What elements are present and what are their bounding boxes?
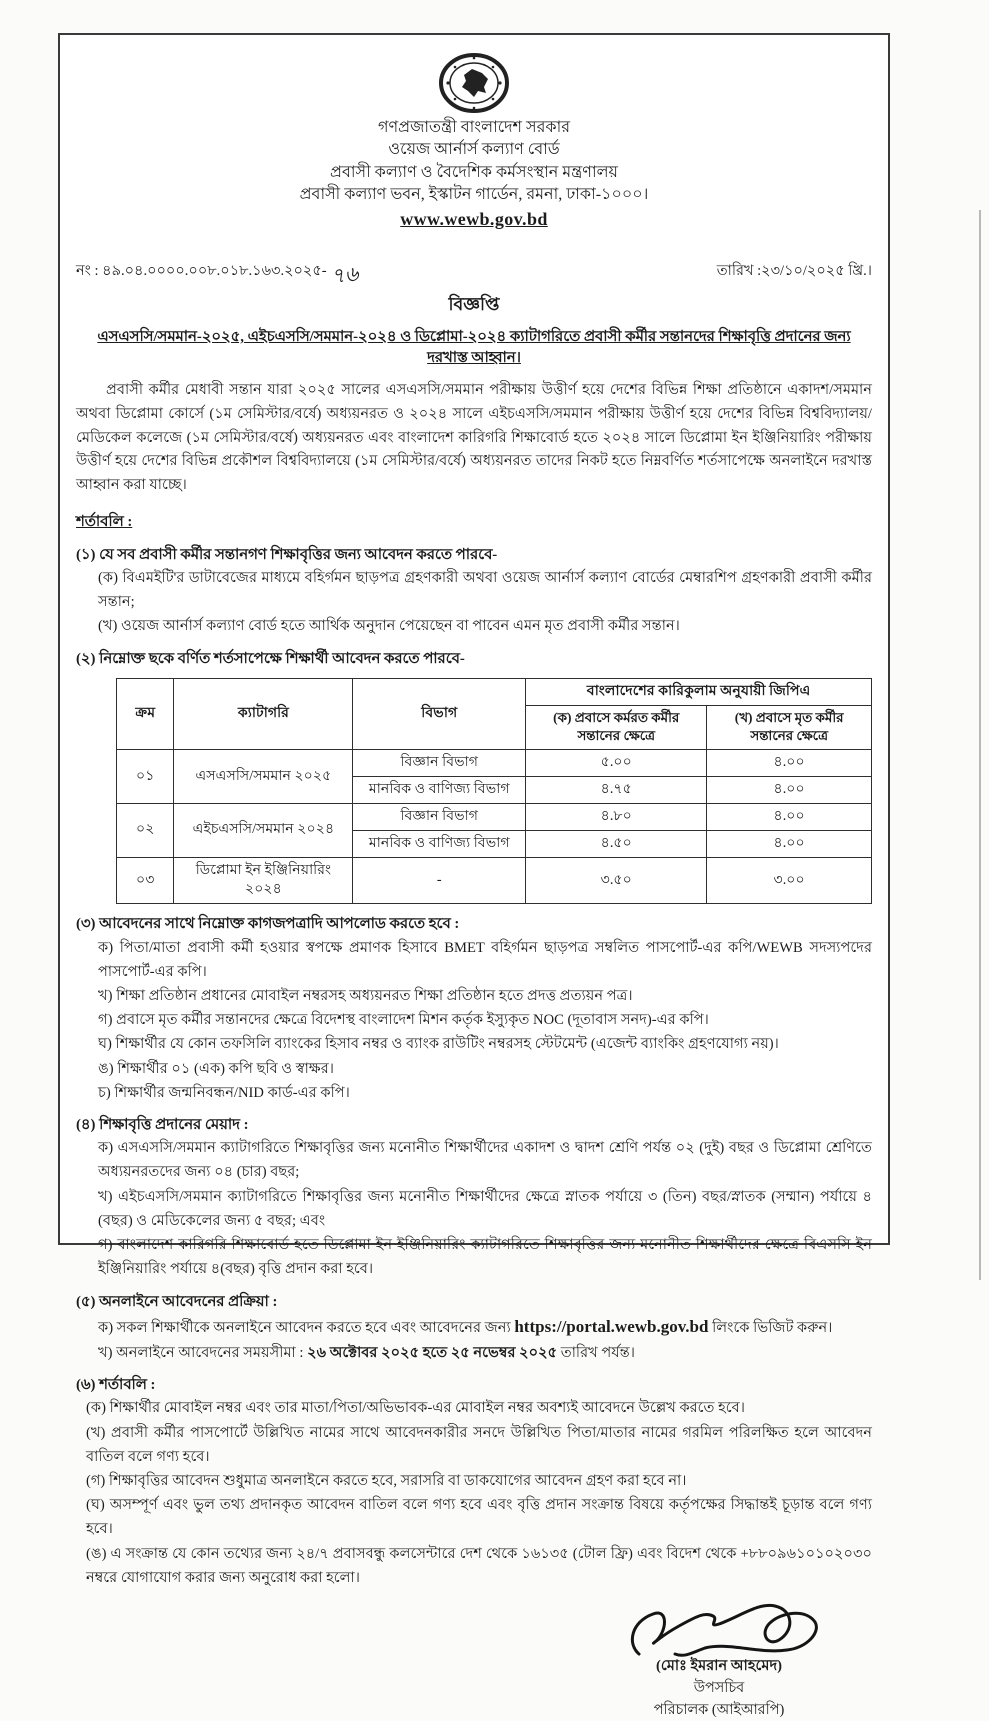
list-item: (খ) প্রবাসী কর্মীর পাসপোর্টে উল্লিখিত নামের সাথে আবেদনকারীর সনদে উল্লিখিত পিতা/মাতার নামের গরমিল পরিলক্ষিত হলে আবেদন বাতিল বলে গণ্য হবে।	[86, 1424, 872, 1465]
scan-edge-artifact	[979, 210, 981, 1280]
cell-category: এইচএসসি/সমমান ২০২৪	[174, 803, 353, 857]
list-item: ঘ) শিক্ষার্থীর যে কোন তফসিলি ব্যাংকের হিসাব নম্বর ও ব্যাংক রাউটিং নম্বরসহ স্টেটমেন্ট (এজেন্ট ব্যাংকিং গ্রহণযোগ্য নয়)।	[98, 1036, 779, 1053]
list-item: খ) এইচএসসি/সমমান ক্যাটাগরিতে শিক্ষাবৃত্তির জন্য মনোনীত শিক্ষার্থীদের ক্ষেত্রে স্নাতক পর্যায়ে ৩ (তিন) বছর/স্নাতক (সম্মান) পর্যায়ে ৪ (বছর) ও মেডিকেলের জন্য ৫ বছর; এবং	[98, 1188, 872, 1229]
cell-division: বিজ্ঞান বিভাগ	[353, 803, 526, 830]
list-item: ঙ) শিক্ষার্থীর ০১ (এক) কপি ছবি ও স্বাক্ষর।	[98, 1060, 334, 1077]
section-5-heading: (৫) অনলাইনে আবেদনের প্রক্রিয়া :	[76, 1293, 278, 1310]
memo-number-handwritten: ৭৬	[329, 261, 360, 289]
office-address: প্রবাসী কল্যাণ ভবন, ইস্কাটন গার্ডেন, রমনা, ঢাকা-১০০০।	[299, 186, 649, 204]
col-header-category: ক্যাটাগরি	[174, 678, 353, 749]
list-item	[98, 1341, 872, 1365]
signatory-designation: উপসচিব	[693, 1680, 745, 1697]
item-text: ক) সকল শিক্ষার্থীকে অনলাইনে আবেদন করতে হবে এবং আবেদনের জন্য	[98, 1319, 515, 1336]
list-item: (ক) শিক্ষার্থীর মোবাইল নম্বর এবং তার মাতা/পিতা/অভিভাবক-এর মোবাইল নম্বর অবশ্যই আবেদনে উল্লেখ করতে হবে।	[86, 1400, 746, 1417]
table-row	[117, 857, 872, 904]
section-3	[76, 913, 872, 1105]
list-item: (খ) ওয়েজ আর্নার্স কল্যাণ বোর্ড হতে আর্থিক অনুদান পেয়েছেন বা পাবেন এমন মৃত প্রবাসী কর্মীর সন্তান।	[98, 618, 680, 635]
col-header-gpa-group: বাংলাদেশের কারিকুলাম অনুযায়ী জিপিএ	[526, 678, 872, 705]
board-name: ওয়েজ আর্নার্স কল্যাণ বোর্ড	[388, 141, 560, 159]
section-2-heading: (২) নিম্নোক্ত ছকে বর্ণিত শর্তসাপেক্ষে শিক্ষার্থী আবেদন করতে পারবে-	[76, 650, 465, 667]
section-1	[76, 544, 872, 639]
intro-paragraph: প্রবাসী কর্মীর মেধাবী সন্তান যারা ২০২৫ সালের এসএসসি/সমমান পরীক্ষায় উত্তীর্ণ হয়ে দেশের বিভিন্ন শিক্ষা প্রতিষ্ঠানে একাদশ/সমমান অথবা ডিপ্লোমা কোর্সে (১ম সেমিস্টার/বর্ষে) অধ্যয়নরত ও ২০২৪ সালে এইচএসসি/সমমান পরীক্ষায় উত্তীর্ণ হয়ে দেশের বিভিন্ন বিশ্ববিদ্যালয়/ মেডিকেল কলেজে (১ম সেমিস্টার/বর্ষে) অধ্যয়নরত এবং বাংলাদেশ কারিগরি শিক্ষাবোর্ড হতে ২০২৪ সালে ডিপ্লোমা ইন ইঞ্জিনিয়ারিং পরীক্ষায় উত্তীর্ণ হয়ে দেশের বিভিন্ন প্রকৌশল বিশ্ববিদ্যালয়ে (১ম সেমিস্টার/বর্ষে) অধ্যয়নরত তাদের নিকট হতে নিম্নবর্ণিত শর্তসাপেক্ষে অনলাইনে দরখাস্ত আহ্বান করা যাচ্ছে।	[76, 382, 872, 494]
list-item: ক) এসএসসি/সমমান ক্যাটাগরিতে শিক্ষাবৃত্তির জন্য মনোনীত শিক্ষার্থীদের একাদশ ও দ্বাদশ শ্রেণি পর্যন্ত ০২ (দুই) বছর ও ডিপ্লোমা শ্রেণিতে অধ্যয়নরতদের জন্য ০৪ (চার) বছর;	[98, 1140, 872, 1181]
gpa-eligibility-table	[116, 678, 872, 905]
portal-link: https://portal.wewb.gov.bd	[514, 1316, 709, 1336]
government-name: গণপ্রজাতন্ত্রী বাংলাদেশ সরকার	[377, 119, 571, 136]
cell-gpa-deceased: ৩.০০	[707, 857, 872, 904]
notice-heading: বিজ্ঞপ্তি	[448, 293, 500, 314]
document-frame	[58, 33, 890, 1718]
section-5	[76, 1291, 872, 1366]
section-3-heading: (৩) আবেদনের সাথে নিম্নোক্ত কাগজপত্রাদি আপলোড করতে হবে :	[76, 916, 460, 933]
application-deadline: ২৬ অক্টোবর ২০২৫ হতে ২৫ নভেম্বর ২০২৫	[307, 1344, 558, 1361]
cell-gpa-working: ৪.৮০	[526, 803, 707, 830]
bangladesh-government-seal-icon	[438, 53, 510, 113]
cell-division: -	[353, 857, 526, 904]
list-item	[98, 1313, 872, 1341]
signatory-name: (মোঃ ইমরান আহমেদ)	[655, 1658, 783, 1675]
cell-serial: ০৩	[117, 857, 174, 904]
list-item: (গ) শিক্ষাবৃত্তির আবেদন শুধুমাত্র অনলাইনে করতে হবে, সরাসরি বা ডাকযোগের আবেদন গ্রহণ করা হবে না।	[86, 1473, 687, 1490]
website-link: www.wewb.gov.bd	[400, 208, 548, 229]
cell-gpa-deceased: ৪.০০	[707, 830, 872, 857]
cell-gpa-deceased: ৪.০০	[707, 750, 872, 777]
cell-division: বিজ্ঞান বিভাগ	[353, 750, 526, 777]
table-row	[117, 803, 872, 830]
cell-gpa-working: ৪.৭৫	[526, 776, 707, 803]
item-text: লিংকে ভিজিট করুন।	[708, 1319, 833, 1336]
letterhead	[76, 53, 872, 230]
cell-division: মানবিক ও বাণিজ্য বিভাগ	[353, 830, 526, 857]
reference-row	[76, 260, 872, 289]
signatory-role: পরিচালক (আইআরপি)	[653, 1701, 785, 1718]
table-header-row	[117, 678, 872, 705]
list-item: গ) প্রবাসে মৃত কর্মীর সন্তানদের ক্ষেত্রে বিদেশস্থ বাংলাদেশ মিশন কর্তৃক ইস্যুকৃত NOC (দূতাবাস সনদ)-এর কপি।	[98, 1012, 709, 1029]
list-item: চ) শিক্ষার্থীর জন্মনিবন্ধন/NID কার্ড-এর কপি।	[98, 1084, 350, 1101]
item-text: খ) অনলাইনে আবেদনের সময়সীমা :	[98, 1344, 308, 1361]
section-4-heading: (৪) শিক্ষাবৃত্তি প্রদানের মেয়াদ :	[76, 1117, 249, 1134]
section-6-heading: (৬) শর্তাবলি :	[76, 1377, 156, 1394]
list-item: (ঘ) অসম্পূর্ণ এবং ভুল তথ্য প্রদানকৃত আবেদন বাতিল বলে গণ্য হবে এবং বৃত্তি প্রদান সংক্রান্ত বিষয়ে কর্তৃপক্ষের সিদ্ধান্তই চূড়ান্ত বলে গণ্য হবে।	[86, 1497, 872, 1538]
cell-gpa-working: ৫.০০	[526, 750, 707, 777]
cell-gpa-working: ৩.৫০	[526, 857, 707, 904]
col-header-working: (ক) প্রবাসে কর্মরত কর্মীর সন্তানের ক্ষেত্রে	[526, 705, 707, 750]
notice-title: এসএসসি/সমমান-২০২৫, এইচএসসি/সমমান-২০২৪ ও ডিপ্লোমা-২০২৪ ক্যাটাগরিতে প্রবাসী কর্মীর সন্তানদের শিক্ষাবৃত্তি প্রদানের জন্য দরখাস্ত আহ্বান।	[97, 328, 851, 367]
memo-number: নং : ৪৯.০৪.০০০০.০০৮.০১৮.১৬৩.২০২৫-	[76, 262, 327, 279]
section-1-heading: (১) যে সব প্রবাসী কর্মীর সন্তানগণ শিক্ষাবৃত্তির জন্য আবেদন করতে পারবে-	[76, 546, 498, 563]
cell-gpa-deceased: ৪.০০	[707, 776, 872, 803]
cell-category: ডিপ্লোমা ইন ইঞ্জিনিয়ারিং ২০২৪	[174, 857, 353, 904]
cell-gpa-working: ৪.৫০	[526, 830, 707, 857]
section-6	[76, 1374, 872, 1590]
list-item: গ) বাংলাদেশ কারিগরি শিক্ষাবোর্ড হতে ডিপ্লোমা ইন ইঞ্জিনিয়ারিং ক্যাটাগরিতে শিক্ষাবৃত্তির জন্য মনোনীত শিক্ষার্থীদের ক্ষেত্রে বিএসসি ইন ইঞ্জিনিয়ারিং পর্যায়ে ৪(বছর) বৃত্তি প্রদান করা হবে।	[98, 1237, 872, 1278]
cell-gpa-deceased: ৪.০০	[707, 803, 872, 830]
col-header-deceased: (খ) প্রবাসে মৃত কর্মীর সন্তানের ক্ষেত্রে	[707, 705, 872, 750]
cell-serial: ০১	[117, 750, 174, 804]
list-item: (ক) বিএমইটি'র ডাটাবেজের মাধ্যমে বহির্গমন ছাড়পত্র গ্রহণকারী অথবা ওয়েজ আর্নার্স কল্যাণ বোর্ডের মেম্বারশিপ গ্রহণকারী প্রবাসী কর্মীর সন্তান;	[98, 569, 872, 611]
section-2	[76, 648, 872, 905]
cell-division: মানবিক ও বাণিজ্য বিভাগ	[353, 776, 526, 803]
list-item: খ) শিক্ষা প্রতিষ্ঠান প্রধানের মোবাইল নম্বরসহ অধ্যয়নরত শিক্ষা প্রতিষ্ঠান হতে প্রদত্ত প্রত্যয়ন পত্র।	[98, 987, 633, 1004]
list-item: ক) পিতা/মাতা প্রবাসী কর্মী হওয়ার স্বপক্ষে প্রমাণক হিসাবে BMET বহির্গমন ছাড়পত্র সম্বলিত পাসপোর্ট-এর কপি/WEWB সদস্যপদের পাসপোর্ট-এর কপি।	[98, 939, 872, 980]
issue-date: তারিখ :২৩/১০/২০২৫ খ্রি.।	[716, 262, 872, 279]
section-4	[76, 1114, 872, 1282]
col-header-division: বিভাগ	[353, 678, 526, 749]
signature-block	[594, 1592, 844, 1721]
cell-serial: ০২	[117, 803, 174, 857]
table-row	[117, 750, 872, 777]
terms-label: শর্তাবলি :	[76, 513, 133, 530]
col-header-serial: ক্রম	[117, 678, 174, 749]
list-item: (ঙ) এ সংক্রান্ত যে কোন তথ্যের জন্য ২৪/৭ প্রবাসবন্ধু কলসেন্টারে দেশ থেকে ১৬১৩৫ (টোল ফ্রি) এবং বিদেশ থেকে +৮৮০৯৬১০১০২০৩০ নম্বরে যোগাযোগ করার জন্য অনুরোধ করা হলো।	[86, 1545, 872, 1586]
cell-category: এসএসসি/সমমান ২০২৫	[174, 750, 353, 804]
item-text: তারিখ পর্যন্ত।	[557, 1344, 635, 1361]
ministry-name: প্রবাসী কল্যাণ ও বৈদেশিক কর্মসংস্থান মন্ত্রণালয়	[330, 163, 618, 181]
